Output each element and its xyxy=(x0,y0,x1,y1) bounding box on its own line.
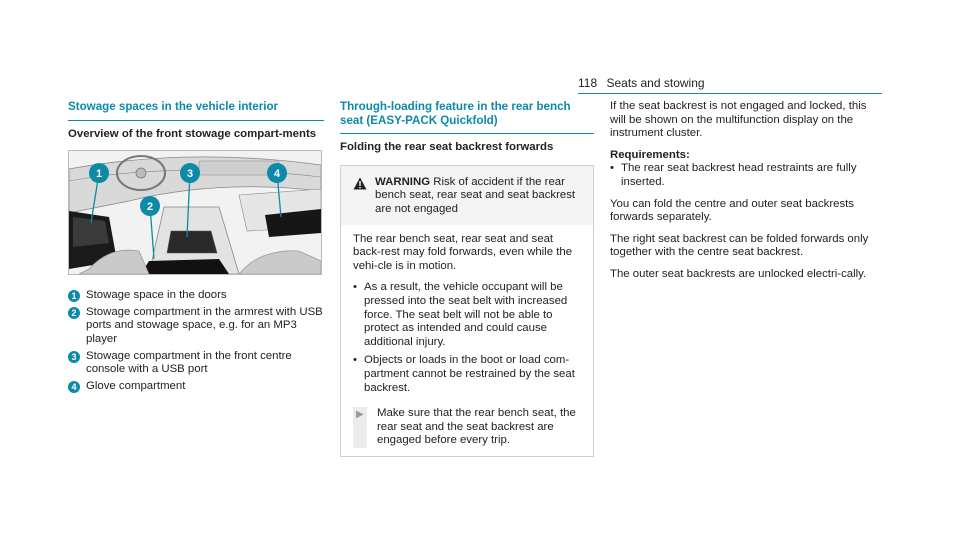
section-rule xyxy=(68,120,324,121)
legend-list xyxy=(68,289,324,393)
page-number: 118 xyxy=(578,76,598,90)
section-heading-through-loading: Through-loading feature in the rear bench seat (EASY-PACK Quickfold) xyxy=(340,100,571,127)
legend-number-badge: 1 xyxy=(68,290,80,302)
legend-text: Stowage compartment in the front centre console with a USB port xyxy=(86,349,292,376)
column-stowage xyxy=(68,100,324,396)
paragraph: The right seat backrest can be folded forwards only together with the centre seat backrest. xyxy=(610,232,869,259)
warning-bullets xyxy=(353,281,583,395)
list-item: • Objects or loads in the boot or load com-partment cannot be restrained by the seat backrest. xyxy=(353,354,583,395)
list-item: • The rear seat backrest head restraints are fully inserted. xyxy=(610,162,872,189)
paragraph: You can fold the centre and outer seat backrests forwards separately. xyxy=(610,197,855,224)
warning-title: Risk of accident if the rear bench seat, rear seat and seat backrest are not engaged xyxy=(375,175,576,215)
subheading-overview: Overview of the front stowage compart-ments xyxy=(68,127,317,140)
page-header xyxy=(578,76,705,90)
callout-4 xyxy=(267,163,287,183)
callout-1 xyxy=(89,163,109,183)
legend-number-badge: 4 xyxy=(68,381,80,393)
interior-illustration xyxy=(68,150,322,275)
header-rule xyxy=(578,93,882,94)
legend-text: Stowage compartment in the armrest with USB ports and stowage space, e.g. for an MP3 player xyxy=(86,305,323,345)
column-continued xyxy=(610,100,872,290)
warning-box xyxy=(340,165,594,457)
requirements-label: Requirements: xyxy=(610,148,690,161)
svg-text:4: 4 xyxy=(273,168,281,181)
subheading-folding: Folding the rear seat backrest forwards xyxy=(340,141,554,154)
svg-text:1: 1 xyxy=(95,168,103,181)
legend-text: Stowage space in the doors xyxy=(86,289,227,302)
section-rule xyxy=(340,133,594,134)
section-heading-stowage: Stowage spaces in the vehicle interior xyxy=(68,100,279,113)
callout-3 xyxy=(180,163,200,183)
warning-intro: The rear bench seat, rear seat and seat back-rest may fold forwards, even while the vehi-cle is in motion. xyxy=(353,232,573,272)
requirements-list xyxy=(610,162,872,189)
legend-number-badge: 2 xyxy=(68,307,80,319)
legend-item xyxy=(68,350,324,377)
action-bar xyxy=(353,407,367,448)
column-through-loading xyxy=(340,100,594,457)
svg-text:3: 3 xyxy=(186,168,194,181)
warning-header xyxy=(341,166,593,225)
legend-item xyxy=(68,380,324,394)
paragraph: The outer seat backrests are unlocked electri-cally. xyxy=(610,267,867,280)
chapter-title: Seats and stowing xyxy=(606,76,705,90)
warning-triangle-icon xyxy=(353,177,367,217)
legend-item xyxy=(68,306,324,347)
legend-text: Glove compartment xyxy=(86,379,186,392)
svg-text:2: 2 xyxy=(146,201,154,214)
action-text: Make sure that the rear bench seat, the rear seat and the seat backrest are engaged before every trip. xyxy=(377,407,576,447)
legend-item xyxy=(68,289,324,303)
paragraph: If the seat backrest is not engaged and locked, this will be shown on the multifunction display on the instrument cluster. xyxy=(610,100,867,140)
callout-2 xyxy=(140,196,160,216)
warning-body xyxy=(341,225,593,456)
warning-label: WARNING xyxy=(375,175,431,188)
legend-number-badge: 3 xyxy=(68,351,80,363)
action-step xyxy=(353,407,583,448)
action-arrow-icon: ▶ xyxy=(356,409,364,421)
list-item: • As a result, the vehicle occupant will be pressed into the seat belt with increased force. The seat belt will not be able to protect as intended and could cause additional injury. xyxy=(353,281,583,349)
